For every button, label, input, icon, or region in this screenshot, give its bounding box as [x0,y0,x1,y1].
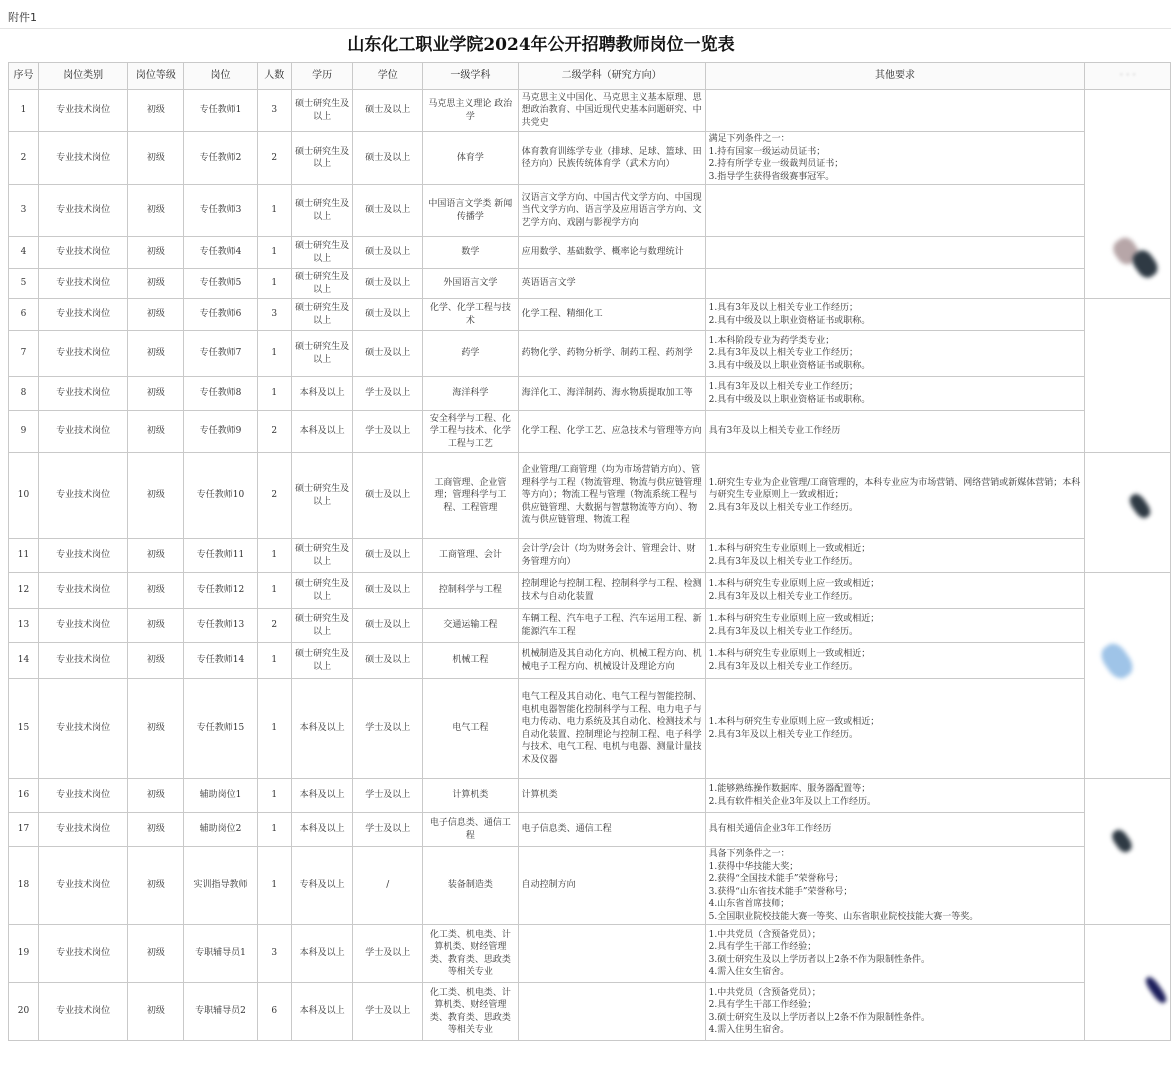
cell-education: 本科及以上 [291,813,353,847]
cell-count: 2 [257,609,291,643]
cell-category: 专业技术岗位 [38,377,128,411]
cell-discipline-1: 中国语言文学类 新闻传播学 [423,185,519,237]
cell-category: 专业技术岗位 [38,983,128,1041]
cell-level: 初级 [128,132,184,185]
redacted-image-fragment [1144,975,1169,1005]
cell-level: 初级 [128,847,184,925]
cell-requirements: 1.中共党员（含预备党员）； 2.具有学生干部工作经验； 3.硕士研究生及以上学历者以上2条不作为限制性条件。 4.需入住男生宿舍。 [705,983,1085,1041]
cell-post: 专任教师8 [184,377,258,411]
cell-post: 专任教师11 [184,539,258,573]
cell-degree: 学士及以上 [353,679,423,779]
cell-degree: 硕士及以上 [353,331,423,377]
cell-no: 12 [9,573,39,609]
cell-post: 实训指导教师 [184,847,258,925]
table-row [9,132,1171,185]
cell-education: 硕士研究生及以上 [291,132,353,185]
col-header-count: 人数 [257,63,291,90]
cell-education: 硕士研究生及以上 [291,609,353,643]
cell-post: 专任教师13 [184,609,258,643]
cell-count: 1 [257,813,291,847]
cell-discipline-1: 电气工程 [423,679,519,779]
cell-degree: 学士及以上 [353,779,423,813]
cell-level: 初级 [128,779,184,813]
cell-discipline-2: 汉语言文学方向、中国古代文学方向、中国现当代文学方向、语言学及应用语言学方向、文艺学方向、戏剧与影视学方向 [518,185,705,237]
cell-post: 专任教师1 [184,90,258,132]
cell-no: 3 [9,185,39,237]
redacted-image-fragment [1127,491,1153,520]
cell-education: 本科及以上 [291,925,353,983]
cell-category: 专业技术岗位 [38,269,128,299]
cell-no: 16 [9,779,39,813]
cell-no: 5 [9,269,39,299]
cell-education: 硕士研究生及以上 [291,573,353,609]
cell-no: 8 [9,377,39,411]
cell-count: 1 [257,643,291,679]
cell-discipline-1: 电子信息类、通信工程 [423,813,519,847]
cell-level: 初级 [128,573,184,609]
cell-level: 初级 [128,269,184,299]
cell-category: 专业技术岗位 [38,609,128,643]
col-header-level: 岗位等级 [128,63,184,90]
cell-no: 9 [9,411,39,453]
cell-count: 2 [257,453,291,539]
cell-post: 专任教师6 [184,299,258,331]
cell-discipline-2: 企业管理/工商管理（均为市场营销方向）、管理科学与工程（物流管理、物流与供应链管理等方向）；物流工程与管理（物流系统工程与供应链管理、大数据与智慧物流等方向）、物流与供应链管理、物流工程 [518,453,705,539]
cell-post: 专任教师15 [184,679,258,779]
cell-discipline-1: 机械工程 [423,643,519,679]
cell-degree: 硕士及以上 [353,609,423,643]
cell-level: 初级 [128,90,184,132]
cell-post: 辅助岗位2 [184,813,258,847]
cell-degree: 学士及以上 [353,411,423,453]
cell-degree: 硕士及以上 [353,453,423,539]
cell-count: 1 [257,847,291,925]
cell-post: 专任教师9 [184,411,258,453]
cell-no: 14 [9,643,39,679]
cell-category: 专业技术岗位 [38,411,128,453]
cell-education: 硕士研究生及以上 [291,90,353,132]
cell-requirements: 1.具有3年及以上相关专业工作经历； 2.具有中级及以上职业资格证书或职称。 [705,377,1085,411]
cell-post: 专职辅导员2 [184,983,258,1041]
cell-count: 2 [257,411,291,453]
cell-requirements: 1.本科阶段专业为药学类专业； 2.具有3年及以上相关专业工作经历； 3.具有中级及以上职业资格证书或职称。 [705,331,1085,377]
table-row [9,185,1171,237]
cell-degree: 硕士及以上 [353,299,423,331]
cell-education: 专科及以上 [291,847,353,925]
cell-discipline-2: 体育教育训练学专业（排球、足球、篮球、田径方向）民族传统体育学（武术方向） [518,132,705,185]
cell-discipline-1: 控制科学与工程 [423,573,519,609]
cell-discipline-2: 机械制造及其自动化方向、机械工程方向、机械电子工程方向、机械设计及理论方向 [518,643,705,679]
cell-count: 1 [257,269,291,299]
cell-requirements: 具有3年及以上相关专业工作经历 [705,411,1085,453]
cell-education: 硕士研究生及以上 [291,331,353,377]
cell-count: 1 [257,679,291,779]
cell-degree: 硕士及以上 [353,185,423,237]
cell-category: 专业技术岗位 [38,679,128,779]
col-header-degree: 学位 [353,63,423,90]
cell-degree: 硕士及以上 [353,132,423,185]
cell-discipline-1: 交通运输工程 [423,609,519,643]
cell-education: 本科及以上 [291,679,353,779]
cell-discipline-2: 电子信息类、通信工程 [518,813,705,847]
table-row [9,983,1171,1041]
recruitment-table [8,62,1171,1041]
page-title: 山东化工职业学院2024年公开招聘教师岗位一览表 [347,35,735,55]
table-row [9,237,1171,269]
cell-requirements: 1.具有3年及以上相关专业工作经历； 2.具有中级及以上职业资格证书或职称。 [705,299,1085,331]
cell-level: 初级 [128,331,184,377]
cell-discipline-1: 工商管理、企业管理；管理科学与工程、工程管理 [423,453,519,539]
cell-no: 19 [9,925,39,983]
cell-count: 1 [257,779,291,813]
table-row [9,377,1171,411]
cell-degree: 硕士及以上 [353,90,423,132]
cell-level: 初级 [128,925,184,983]
cell-education: 硕士研究生及以上 [291,453,353,539]
cell-degree: 硕士及以上 [353,269,423,299]
gridline [0,28,1171,29]
cell-degree: 硕士及以上 [353,573,423,609]
col-header-extra: · · · [1085,63,1171,90]
cell-post: 专任教师3 [184,185,258,237]
cell-education: 硕士研究生及以上 [291,185,353,237]
table-row [9,453,1171,539]
cell-requirements: 具备下列条件之一： 1.获得中华技能大奖； 2.获得“全国技术能手”荣誉称号； 3.获得“山东省技术能手”荣誉称号； 4.山东省首席技师； 5.全国职业院校技能大赛一等奖、山东省职业院校技能大赛一等奖。 [705,847,1085,925]
cell-degree: 硕士及以上 [353,237,423,269]
cell-discipline-2: 英语语言文学 [518,269,705,299]
cell-education: 硕士研究生及以上 [291,269,353,299]
cell-category: 专业技术岗位 [38,185,128,237]
redacted-image-fragment [1110,827,1135,855]
col-header-category: 岗位类别 [38,63,128,90]
cell-requirements: 1.本科与研究生专业原则上应一致或相近； 2.具有3年及以上相关专业工作经历。 [705,679,1085,779]
cell-requirements: 1.本科与研究生专业原则上应一致或相近； 2.具有3年及以上相关专业工作经历。 [705,573,1085,609]
header-row [9,63,1171,90]
cell-count: 3 [257,90,291,132]
cell-post: 专任教师5 [184,269,258,299]
cell-requirements: 1.本科与研究生专业原则上一致或相近； 2.具有3年及以上相关专业工作经历。 [705,539,1085,573]
cell-requirements: 1.本科与研究生专业原则上一致或相近； 2.具有3年及以上相关专业工作经历。 [705,643,1085,679]
table-row [9,847,1171,925]
cell-category: 专业技术岗位 [38,813,128,847]
cell-count: 3 [257,299,291,331]
cell-requirements: 满足下列条件之一： 1.持有国家一级运动员证书； 2.持有所学专业一级裁判员证书； 3.指导学生获得省级赛事冠军。 [705,132,1085,185]
table-row [9,269,1171,299]
cell-requirements [705,185,1085,237]
cell-discipline-2: 车辆工程、汽车电子工程、汽车运用工程、新能源汽车工程 [518,609,705,643]
cell-count: 1 [257,185,291,237]
col-header-requirements: 其他要求 [705,63,1085,90]
cell-post: 专任教师4 [184,237,258,269]
cell-count: 1 [257,539,291,573]
extra-cell-f [1085,925,1171,1041]
cell-requirements: 1.中共党员（含预备党员）； 2.具有学生干部工作经验； 3.硕士研究生及以上学历者以上2条不作为限制性条件。 4.需入住女生宿舍。 [705,925,1085,983]
cell-discipline-2: 自动控制方向 [518,847,705,925]
table-row [9,609,1171,643]
cell-no: 10 [9,453,39,539]
cell-count: 1 [257,237,291,269]
cell-degree: 学士及以上 [353,377,423,411]
cell-level: 初级 [128,299,184,331]
cell-discipline-1: 药学 [423,331,519,377]
cell-discipline-2 [518,983,705,1041]
table-row [9,90,1171,132]
cell-post: 专职辅导员1 [184,925,258,983]
cell-count: 1 [257,331,291,377]
cell-level: 初级 [128,539,184,573]
cell-post: 专任教师7 [184,331,258,377]
cell-discipline-2: 马克思主义中国化、马克思主义基本原理、思想政治教育、中国近现代史基本问题研究、中共党史 [518,90,705,132]
cell-requirements [705,237,1085,269]
cell-count: 1 [257,573,291,609]
cell-degree: 硕士及以上 [353,539,423,573]
cell-education: 硕士研究生及以上 [291,237,353,269]
cell-category: 专业技术岗位 [38,847,128,925]
cell-degree: 学士及以上 [353,925,423,983]
cell-category: 专业技术岗位 [38,90,128,132]
cell-discipline-2: 药物化学、药物分析学、制药工程、药剂学 [518,331,705,377]
cell-education: 硕士研究生及以上 [291,539,353,573]
cell-discipline-1: 化工类、机电类、计算机类、财经管理类、教育类、思政类等相关专业 [423,925,519,983]
cell-discipline-1: 化学、化学工程与技术 [423,299,519,331]
cell-count: 3 [257,925,291,983]
cell-education: 本科及以上 [291,411,353,453]
cell-discipline-2: 应用数学、基础数学、概率论与数理统计 [518,237,705,269]
cell-no: 11 [9,539,39,573]
cell-discipline-1: 数学 [423,237,519,269]
cell-post: 辅助岗位1 [184,779,258,813]
table-row [9,539,1171,573]
attachment-label: 附件1 [8,11,37,24]
cell-education: 本科及以上 [291,377,353,411]
table-row [9,679,1171,779]
cell-discipline-2: 化学工程、化学工艺、应急技术与管理等方向 [518,411,705,453]
col-header-post: 岗位 [184,63,258,90]
cell-category: 专业技术岗位 [38,643,128,679]
cell-no: 2 [9,132,39,185]
table-row [9,331,1171,377]
cell-level: 初级 [128,237,184,269]
cell-no: 18 [9,847,39,925]
cell-discipline-1: 化工类、机电类、计算机类、财经管理类、教育类、思政类等相关专业 [423,983,519,1041]
cell-discipline-2: 计算机类 [518,779,705,813]
cell-discipline-2: 海洋化工、海洋制药、海水物质提取加工等 [518,377,705,411]
cell-degree: 硕士及以上 [353,643,423,679]
cell-level: 初级 [128,609,184,643]
cell-no: 15 [9,679,39,779]
cell-discipline-1: 工商管理、会计 [423,539,519,573]
extra-cell-b [1085,299,1171,453]
cell-level: 初级 [128,643,184,679]
cell-category: 专业技术岗位 [38,539,128,573]
cell-discipline-2: 控制理论与控制工程、控制科学与工程、检测技术与自动化装置 [518,573,705,609]
cell-level: 初级 [128,185,184,237]
cell-category: 专业技术岗位 [38,132,128,185]
cell-no: 13 [9,609,39,643]
cell-education: 硕士研究生及以上 [291,299,353,331]
cell-discipline-1: 装备制造类 [423,847,519,925]
cell-no: 7 [9,331,39,377]
cell-requirements: 具有相关通信企业3年工作经历 [705,813,1085,847]
table-row [9,643,1171,679]
cell-degree: / [353,847,423,925]
table-row [9,925,1171,983]
col-header-discipline-1: 一级学科 [423,63,519,90]
cell-discipline-2: 会计学/会计（均为财务会计、管理会计、财务管理方向） [518,539,705,573]
table-body [9,90,1171,1041]
cell-no: 17 [9,813,39,847]
cell-requirements [705,90,1085,132]
cell-discipline-2: 电气工程及其自动化、电气工程与智能控制、电机电器智能化控制科学与工程、电力电子与电力传动、电力系统及其自动化、检测技术与自动化装置、控制理论与控制工程、电子科学与技术、电气工程、电机与电器、测量计量技术及仪器 [518,679,705,779]
table-row [9,813,1171,847]
cell-category: 专业技术岗位 [38,573,128,609]
cell-discipline-1: 马克思主义理论 政治学 [423,90,519,132]
table-row [9,779,1171,813]
cell-no: 1 [9,90,39,132]
cell-discipline-2: 化学工程、精细化工 [518,299,705,331]
cell-count: 2 [257,132,291,185]
extra-cell-e [1085,779,1171,925]
cell-level: 初级 [128,377,184,411]
cell-post: 专任教师10 [184,453,258,539]
table-row [9,573,1171,609]
cell-category: 专业技术岗位 [38,299,128,331]
cell-post: 专任教师12 [184,573,258,609]
cell-count: 1 [257,377,291,411]
cell-level: 初级 [128,411,184,453]
cell-education: 本科及以上 [291,779,353,813]
cell-category: 专业技术岗位 [38,331,128,377]
cell-discipline-1: 安全科学与工程、化学工程与技术、化学工程与工艺 [423,411,519,453]
cell-discipline-1: 外国语言文学 [423,269,519,299]
cell-level: 初级 [128,983,184,1041]
col-header-education: 学历 [291,63,353,90]
cell-post: 专任教师14 [184,643,258,679]
cell-level: 初级 [128,813,184,847]
extra-cell-c [1085,453,1171,573]
cell-education: 硕士研究生及以上 [291,643,353,679]
cell-count: 6 [257,983,291,1041]
cell-level: 初级 [128,453,184,539]
cell-discipline-1: 体育学 [423,132,519,185]
cell-category: 专业技术岗位 [38,453,128,539]
cell-education: 本科及以上 [291,983,353,1041]
table-row [9,299,1171,331]
redacted-image-fragment [1097,639,1137,682]
cell-degree: 学士及以上 [353,983,423,1041]
cell-no: 4 [9,237,39,269]
cell-category: 专业技术岗位 [38,237,128,269]
col-header-discipline-2: 二级学科（研究方向） [518,63,705,90]
cell-post: 专任教师2 [184,132,258,185]
cell-category: 专业技术岗位 [38,925,128,983]
cell-discipline-2 [518,925,705,983]
extra-cell-d [1085,573,1171,779]
cell-requirements: 1.研究生专业为企业管理/工商管理的，本科专业应为市场营销、网络营销或新媒体营销；本科与研究生专业原则上一致或相近； 2.具有3年及以上相关专业工作经历。 [705,453,1085,539]
cell-no: 6 [9,299,39,331]
cell-level: 初级 [128,679,184,779]
cell-requirements: 1.本科与研究生专业原则上应一致或相近； 2.具有3年及以上相关专业工作经历。 [705,609,1085,643]
cell-no: 20 [9,983,39,1041]
cell-discipline-1: 计算机类 [423,779,519,813]
cell-requirements: 1.能够熟练操作数据库、服务器配置等； 2.具有软件相关企业3年及以上工作经历。 [705,779,1085,813]
table-row [9,411,1171,453]
cell-degree: 学士及以上 [353,813,423,847]
extra-cell-a [1085,90,1171,299]
cell-discipline-1: 海洋科学 [423,377,519,411]
cell-requirements [705,269,1085,299]
col-header-no: 序号 [9,63,39,90]
cell-category: 专业技术岗位 [38,779,128,813]
